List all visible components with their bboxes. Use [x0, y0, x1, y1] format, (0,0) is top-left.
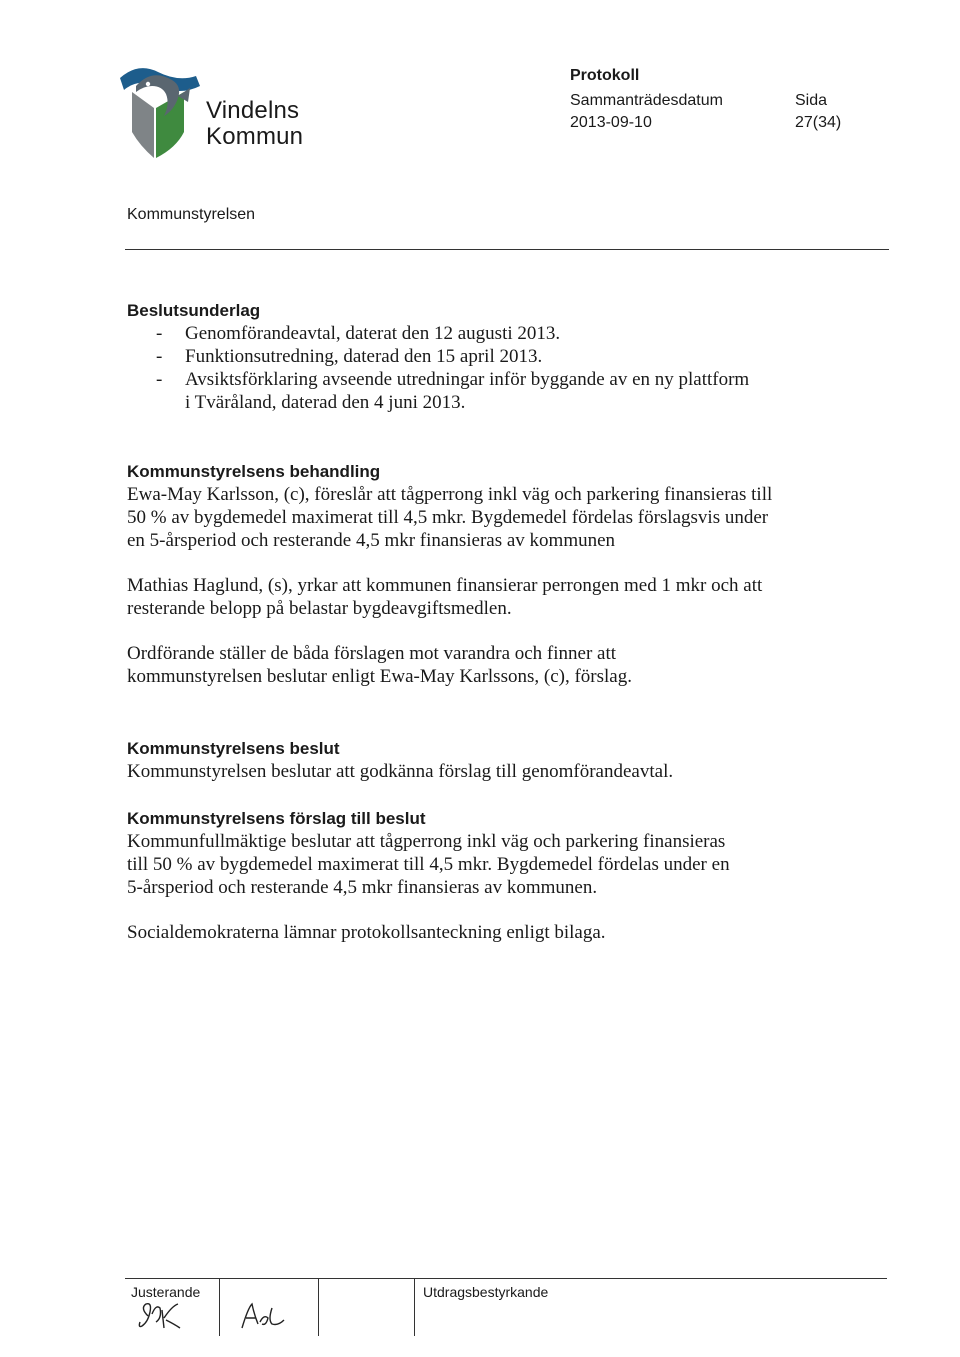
signature-box-divider [219, 1278, 220, 1336]
section-beslut [127, 738, 827, 783]
fish-emblem-icon [118, 58, 208, 168]
list-item: - Funktionsutredning, daterad den 15 april 2013. [127, 345, 827, 368]
header-divider [125, 249, 889, 250]
logo-line-1: Vindelns [206, 97, 300, 124]
section-forslag [127, 808, 827, 944]
page-number: 27(34) [795, 114, 842, 131]
signature-initials-1 [134, 1298, 194, 1334]
paragraph: Kommunstyrelsen beslutar att godkänna förslag till genomförandeavtal. [127, 761, 674, 782]
list-item: - Genomförandeavtal, daterat den 12 augusti 2013. [127, 322, 827, 345]
document-title: Protokoll [570, 67, 640, 84]
logo-line-2: Kommun [206, 123, 304, 150]
section-heading: Beslutsunderlag [127, 301, 261, 320]
signature-box-divider [318, 1278, 319, 1336]
organization-name: Kommunstyrelsen [127, 206, 256, 223]
page-label: Sida [795, 92, 828, 109]
section-heading: Kommunstyrelsens förslag till beslut [127, 809, 426, 828]
section-beslutsunderlag [127, 300, 827, 414]
certification-label: Utdragsbestyrkande [423, 1284, 549, 1300]
paragraph: Ordförande ställer de båda förslagen mot varandra och finner att kommunstyrelsen beslutar enligt Ewa-May Karlssons, (c), förslag. [127, 643, 632, 687]
paragraph: Kommunfullmäktige beslutar att tågperrong inkl väg och parkering finansieras till 50 % av bygdemedel maximerat till 4,5 mkr. Bygdemedel fördelas under en 5-årsperiod och resterande 4,5 mkr finansieras av kommunen. [127, 831, 730, 898]
adjuster-label: Justerande [131, 1284, 201, 1300]
signature-initials-2 [238, 1300, 298, 1332]
municipality-logo [118, 58, 328, 168]
signature-box-divider [414, 1278, 415, 1336]
footer-divider [125, 1278, 887, 1279]
list-item: - Avsiktsförklaring avseende utredningar inför byggande av en ny plattform i Tväråland, daterad den 4 juni 2013. [127, 368, 755, 414]
logo-wordmark [206, 98, 303, 150]
section-heading: Kommunstyrelsens behandling [127, 462, 381, 481]
document-list [127, 322, 827, 414]
paragraph: Socialdemokraterna lämnar protokollsanteckning enligt bilaga. [127, 922, 606, 943]
meeting-date-value: 2013-09-10 [570, 114, 652, 131]
section-heading: Kommunstyrelsens beslut [127, 739, 340, 758]
paragraph: Ewa-May Karlsson, (c), föreslår att tågperrong inkl väg och parkering finansieras till 50 % av bygdemedel maximerat till 4,5 mkr. Bygdemedel fördelas förslagsvis under en 5-årsperiod och resterande 4,5 mkr finansieras av kommunen [127, 484, 773, 551]
document-body [127, 300, 827, 944]
section-behandling [127, 461, 827, 688]
meeting-date-label: Sammanträdesdatum [570, 92, 723, 109]
paragraph: Mathias Haglund, (s), yrkar att kommunen finansierar perrongen med 1 mkr och att resterande belopp på belastar bygdeavgiftsmedlen. [127, 575, 763, 619]
